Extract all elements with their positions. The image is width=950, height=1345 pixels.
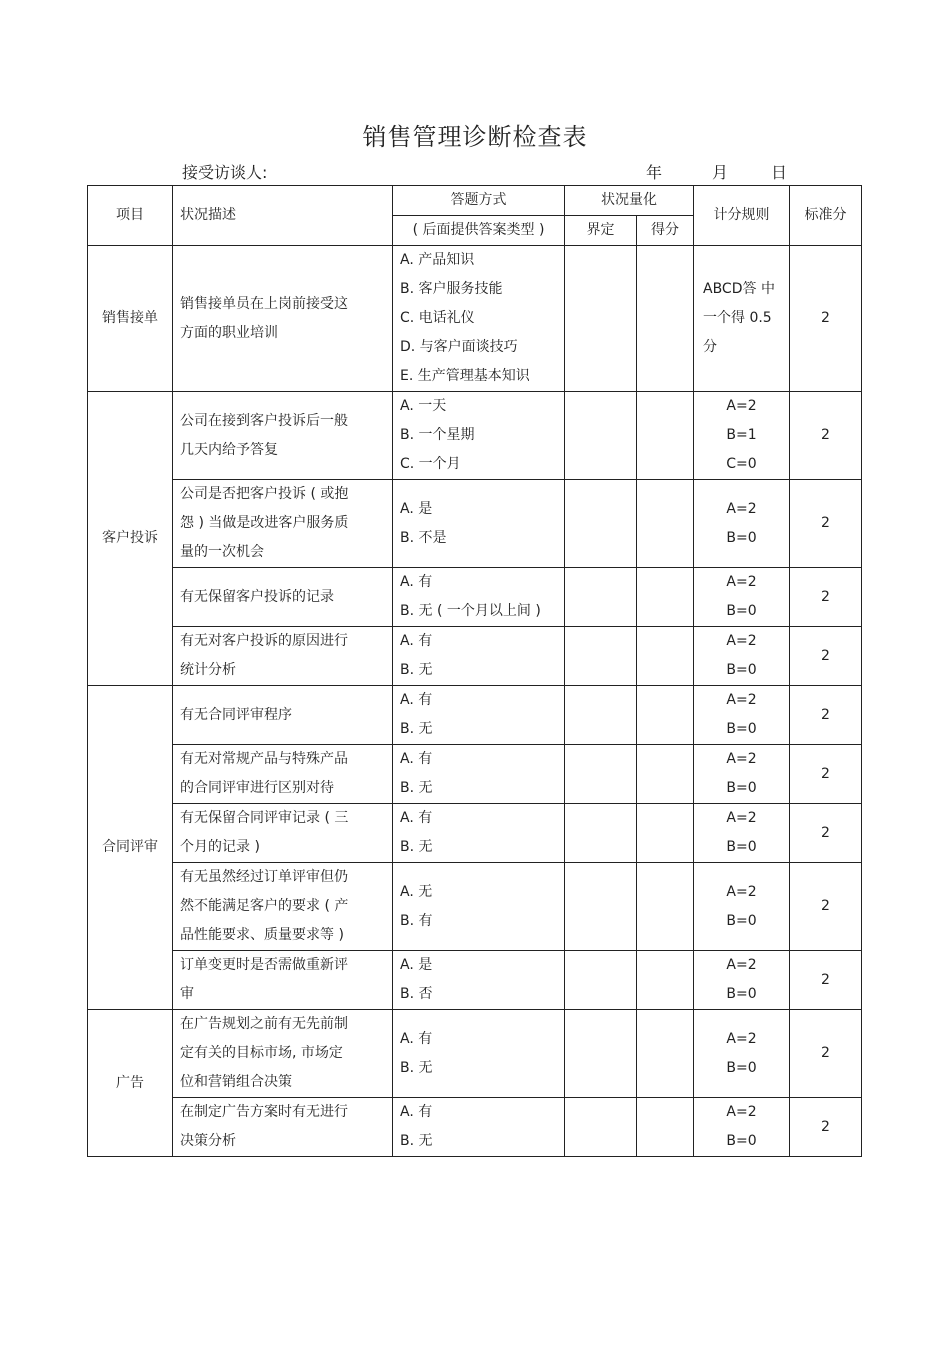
rule-cell <box>694 568 790 627</box>
header-answer: 答题方式 <box>393 186 565 216</box>
standard-score-cell: 2 <box>790 392 862 480</box>
header-quant: 状况量化 <box>565 186 694 216</box>
description-line: 的合同评审进行区别对待 <box>180 780 334 796</box>
score-cell[interactable] <box>637 686 694 745</box>
header-score: 得分 <box>637 216 694 246</box>
define-cell[interactable] <box>565 1010 637 1098</box>
rule-line: A=2 <box>726 398 757 414</box>
diagnosis-table <box>87 185 862 1157</box>
score-cell[interactable] <box>637 863 694 951</box>
description-line: 几天内给予答复 <box>180 441 278 458</box>
answer-option: A. 有 <box>400 633 433 649</box>
description-line: 有无对常规产品与特殊产品 <box>180 751 348 767</box>
rule-line: A=2 <box>726 957 757 973</box>
rule-cell <box>694 392 790 480</box>
rule-cell <box>694 1010 790 1098</box>
rule-line: B=0 <box>726 721 757 737</box>
answer-option: A. 有 <box>400 574 433 590</box>
date-month: 月 <box>712 163 729 182</box>
answer-cell <box>393 568 565 627</box>
answer-option: B. 无 <box>400 1133 433 1149</box>
answer-option: B. 无 ( 一个月以上间 ) <box>400 603 541 619</box>
rule-line: A=2 <box>726 810 757 826</box>
table-row <box>88 804 862 863</box>
answer-option: A. 无 <box>400 883 433 900</box>
table-row <box>88 951 862 1010</box>
rule-line: B=0 <box>726 662 757 678</box>
answer-option: B. 不是 <box>400 529 447 546</box>
rule-cell <box>694 480 790 568</box>
answer-option: A. 产品知识 <box>400 252 475 268</box>
rule-line: 分 <box>703 339 717 355</box>
standard-score-cell: 2 <box>790 951 862 1010</box>
description-cell <box>173 686 393 745</box>
define-cell[interactable] <box>565 1098 637 1157</box>
description-cell <box>173 863 393 951</box>
rule-line: B=0 <box>726 1133 757 1149</box>
rule-line: A=2 <box>726 1030 757 1047</box>
description-cell <box>173 1010 393 1098</box>
standard-score-cell: 2 <box>790 480 862 568</box>
standard-score-cell: 2 <box>790 863 862 951</box>
answer-option: A. 有 <box>400 1104 433 1120</box>
answer-option: A. 一天 <box>400 398 447 414</box>
description-line: 位和营销组合决策 <box>180 1074 292 1090</box>
interviewee-label: 接受访谈人: <box>182 163 268 182</box>
define-cell[interactable] <box>565 392 637 480</box>
rule-line: A=2 <box>726 883 757 900</box>
score-cell[interactable] <box>637 804 694 863</box>
rule-cell <box>694 1098 790 1157</box>
answer-option: C. 电话礼仪 <box>400 310 475 326</box>
answer-option: B. 有 <box>400 912 433 929</box>
description-cell <box>173 480 393 568</box>
define-cell[interactable] <box>565 745 637 804</box>
description-cell <box>173 1098 393 1157</box>
answer-option: B. 客户服务技能 <box>400 281 503 297</box>
answer-option: E. 生产管理基本知识 <box>400 368 530 384</box>
description-line: 个月的记录 ) <box>180 839 260 855</box>
description-line: 订单变更时是否需做重新评 <box>180 957 348 973</box>
answer-cell <box>393 745 565 804</box>
rule-cell <box>694 246 790 392</box>
score-cell[interactable] <box>637 568 694 627</box>
description-line: 公司是否把客户投诉 ( 或抱 <box>180 486 349 502</box>
description-line: 在制定广告方案时有无进行 <box>180 1104 348 1120</box>
answer-option: A. 是 <box>400 957 433 973</box>
define-cell[interactable] <box>565 804 637 863</box>
header-define: 界定 <box>565 216 637 246</box>
answer-option: A. 有 <box>400 751 433 767</box>
description-cell <box>173 392 393 480</box>
header-item: 项目 <box>88 186 173 246</box>
answer-cell <box>393 1098 565 1157</box>
define-cell[interactable] <box>565 480 637 568</box>
answer-option: D. 与客户面谈技巧 <box>400 339 518 355</box>
rule-line: B=1 <box>726 427 757 443</box>
answer-cell <box>393 951 565 1010</box>
answer-option: B. 否 <box>400 986 433 1002</box>
table-row <box>88 480 862 568</box>
answer-option: B. 一个星期 <box>400 427 475 443</box>
category-cell: 客户投诉 <box>88 392 173 686</box>
description-line: 审 <box>180 986 194 1002</box>
table-row <box>88 863 862 951</box>
standard-score-cell: 2 <box>790 686 862 745</box>
page-title: 销售管理诊断检查表 <box>362 123 588 151</box>
description-line: 在广告规划之前有无先前制 <box>180 1016 348 1032</box>
score-cell[interactable] <box>637 1010 694 1098</box>
define-cell[interactable] <box>565 246 637 392</box>
description-line: 有无保留客户投诉的记录 <box>180 588 334 605</box>
rule-line: B=0 <box>726 986 757 1002</box>
rule-line: A=2 <box>726 574 757 590</box>
rule-line: B=0 <box>726 1059 757 1076</box>
score-cell[interactable] <box>637 1098 694 1157</box>
define-cell[interactable] <box>565 568 637 627</box>
rule-line: A=2 <box>726 751 757 767</box>
answer-option: B. 无 <box>400 780 433 796</box>
description-cell <box>173 627 393 686</box>
define-cell[interactable] <box>565 951 637 1010</box>
standard-score-cell: 2 <box>790 1010 862 1098</box>
rule-line: B=0 <box>726 912 757 929</box>
category-cell: 销售接单 <box>88 246 173 392</box>
standard-score-cell: 2 <box>790 804 862 863</box>
table-row <box>88 745 862 804</box>
answer-cell <box>393 480 565 568</box>
date-year: 年 <box>646 163 663 182</box>
rule-cell <box>694 804 790 863</box>
score-cell[interactable] <box>637 951 694 1010</box>
rule-line: 一个得 0.5 <box>703 310 772 326</box>
rule-cell <box>694 627 790 686</box>
rule-line: A=2 <box>726 500 757 517</box>
rule-line: B=0 <box>726 839 757 855</box>
table-row <box>88 1010 862 1098</box>
standard-score-cell: 2 <box>790 745 862 804</box>
define-cell[interactable] <box>565 863 637 951</box>
description-line: 量的一次机会 <box>180 544 264 560</box>
score-cell[interactable] <box>637 745 694 804</box>
description-cell <box>173 745 393 804</box>
header-rule: 计分规则 <box>694 186 790 246</box>
description-line: 定有关的目标市场, 市场定 <box>180 1045 343 1061</box>
description-line: 有无虽然经过订单评审但仍 <box>180 869 348 885</box>
description-cell <box>173 568 393 627</box>
score-cell[interactable] <box>637 392 694 480</box>
answer-cell <box>393 392 565 480</box>
standard-score-cell: 2 <box>790 246 862 392</box>
description-line: 然不能满足客户的要求 ( 产 <box>180 898 349 914</box>
description-cell <box>173 951 393 1010</box>
answer-cell <box>393 863 565 951</box>
header-std: 标准分 <box>790 186 862 246</box>
description-line: 方面的职业培训 <box>180 324 278 341</box>
answer-option: A. 有 <box>400 1030 433 1047</box>
description-cell <box>173 246 393 392</box>
rule-cell <box>694 745 790 804</box>
table-row <box>88 627 862 686</box>
rule-line: B=0 <box>726 780 757 796</box>
rule-cell <box>694 951 790 1010</box>
score-cell[interactable] <box>637 627 694 686</box>
score-cell[interactable] <box>637 480 694 568</box>
description-line: 品性能要求、质量要求等 ) <box>180 927 344 943</box>
rule-line: A=2 <box>726 633 757 649</box>
answer-option: C. 一个月 <box>400 456 461 472</box>
answer-option: B. 无 <box>400 839 433 855</box>
description-cell <box>173 804 393 863</box>
answer-cell <box>393 1010 565 1098</box>
description-line: 公司在接到客户投诉后一般 <box>180 412 348 429</box>
header-desc: 状况描述 <box>173 186 393 246</box>
description-line: 有无对客户投诉的原因进行 <box>180 633 348 649</box>
rule-cell <box>694 686 790 745</box>
rule-line: A=2 <box>726 1104 757 1120</box>
answer-option: A. 是 <box>400 500 433 517</box>
description-line: 统计分析 <box>180 662 236 678</box>
answer-cell <box>393 246 565 392</box>
table-row <box>88 686 862 745</box>
answer-cell <box>393 627 565 686</box>
rule-line: ABCD答 中 <box>703 281 775 297</box>
table-body <box>88 246 862 1157</box>
score-cell[interactable] <box>637 246 694 392</box>
answer-option: B. 无 <box>400 662 433 678</box>
description-line: 决策分析 <box>180 1133 236 1149</box>
answer-cell <box>393 686 565 745</box>
description-line: 有无保留合同评审记录 ( 三 <box>180 810 349 826</box>
description-line: 销售接单员在上岗前接受这 <box>180 295 348 312</box>
table-row <box>88 1098 862 1157</box>
answer-cell <box>393 804 565 863</box>
answer-option: A. 有 <box>400 692 433 708</box>
description-line: 有无合同评审程序 <box>180 706 292 723</box>
category-cell: 广告 <box>88 1010 173 1157</box>
rule-line: A=2 <box>726 692 757 708</box>
header-answer-sub: ( 后面提供答案类型 ) <box>393 216 565 246</box>
table-row <box>88 392 862 480</box>
rule-line: B=0 <box>726 603 757 619</box>
standard-score-cell: 2 <box>790 568 862 627</box>
standard-score-cell: 2 <box>790 627 862 686</box>
rule-line: B=0 <box>726 529 757 546</box>
table-row <box>88 568 862 627</box>
define-cell[interactable] <box>565 627 637 686</box>
standard-score-cell: 2 <box>790 1098 862 1157</box>
answer-option: B. 无 <box>400 1059 433 1076</box>
answer-option: A. 有 <box>400 810 433 826</box>
description-line: 怨 ) 当做是改进客户服务质 <box>180 515 349 531</box>
date-day: 日 <box>771 163 788 182</box>
table-row <box>88 246 862 392</box>
answer-option: B. 无 <box>400 721 433 737</box>
rule-line: C=0 <box>726 456 757 472</box>
rule-cell <box>694 863 790 951</box>
category-cell: 合同评审 <box>88 686 173 1010</box>
define-cell[interactable] <box>565 686 637 745</box>
